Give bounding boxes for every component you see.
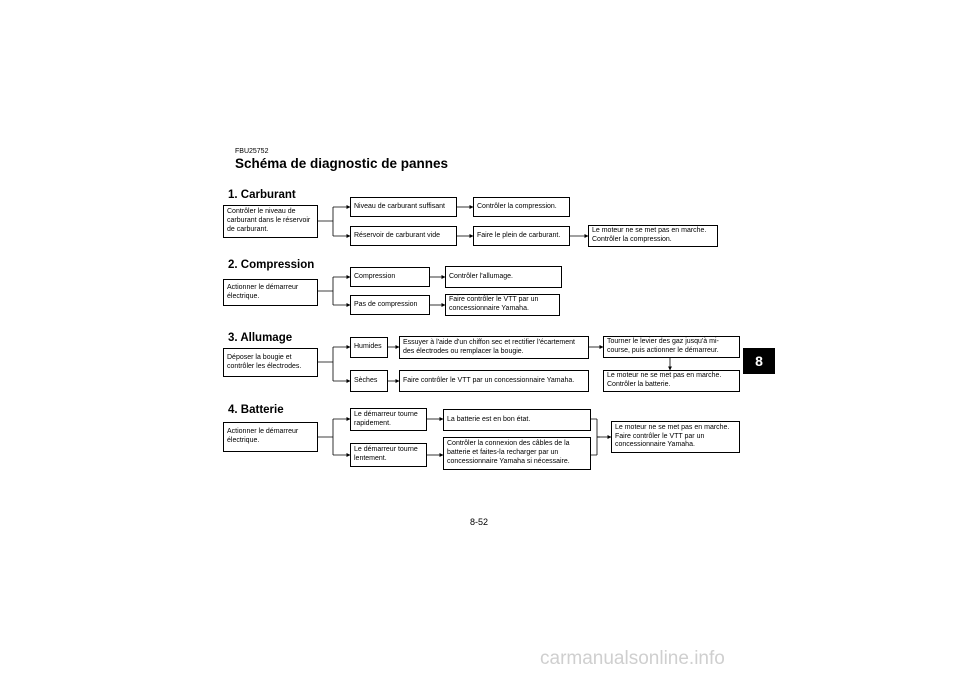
batterie-final-result-box: Le moteur ne se met pas en marche. Faire contrôler le VTT par un concessionnaire Yamaha. <box>611 421 740 453</box>
carburant-branch-a-box: Niveau de carburant suffisant <box>350 197 457 217</box>
section-heading-batterie: 4. Batterie <box>228 404 284 416</box>
allumage-branch-a-result2-box: Le moteur ne se met pas en marche. Contrôler la batterie. <box>603 370 740 392</box>
allumage-branch-a-result-box: Tourner le levier des gaz jusqu'à mi-course, puis actionner le démarreur. <box>603 336 740 358</box>
carburant-branch-a-result-box: Contrôler la compression. <box>473 197 570 217</box>
compression-branch-a-box: Compression <box>350 267 430 287</box>
allumage-branch-a-box: Humides <box>350 337 388 358</box>
batterie-branch-a-box: Le démarreur tourne rapidement. <box>350 408 427 431</box>
compression-branch-b-result-box: Faire contrôler le VTT par un concessionnaire Yamaha. <box>445 294 560 316</box>
batterie-branch-a-result-box: La batterie est en bon état. <box>443 409 591 431</box>
carburant-branch-b-action-box: Faire le plein de carburant. <box>473 226 570 246</box>
section-heading-allumage: 3. Allumage <box>228 332 293 344</box>
allumage-branch-b-box: Sèches <box>350 370 388 392</box>
compression-start-box: Actionner le démarreur électrique. <box>223 279 318 306</box>
batterie-branch-b-box: Le démarreur tourne lentement. <box>350 443 427 467</box>
document-code: FBU25752 <box>235 148 269 155</box>
allumage-branch-a-action-box: Essuyer à l'aide d'un chiffon sec et rectifier l'écartement des électrodes ou remplacer la bougie. <box>399 336 589 359</box>
allumage-branch-b-result-box: Faire contrôler le VTT par un concessionnaire Yamaha. <box>399 370 589 392</box>
carburant-branch-b-result-box: Le moteur ne se met pas en marche. Contrôler la compression. <box>588 225 718 247</box>
page-number: 8-52 <box>470 517 489 527</box>
batterie-branch-b-result-box: Contrôler la connexion des câbles de la batterie et faites-la recharger par un concessionnaire Yamaha si nécessaire. <box>443 437 591 470</box>
page-title: Schéma de diagnostic de pannes <box>235 156 449 171</box>
batterie-start-box: Actionner le démarreur électrique. <box>223 422 318 452</box>
compression-branch-b-box: Pas de compression <box>350 295 430 315</box>
carburant-branch-b-box: Réservoir de carburant vide <box>350 226 457 246</box>
chapter-tab: 8 <box>743 348 775 374</box>
watermark: carmanualsonline.info <box>540 648 725 669</box>
compression-branch-a-result-box: Contrôler l'allumage. <box>445 266 562 288</box>
section-heading-compression: 2. Compression <box>228 259 315 271</box>
section-heading-carburant: 1. Carburant <box>228 189 296 201</box>
carburant-start-box: Contrôler le niveau de carburant dans le réservoir de carburant. <box>223 205 318 238</box>
allumage-start-box: Déposer la bougie et contrôler les électrodes. <box>223 348 318 377</box>
